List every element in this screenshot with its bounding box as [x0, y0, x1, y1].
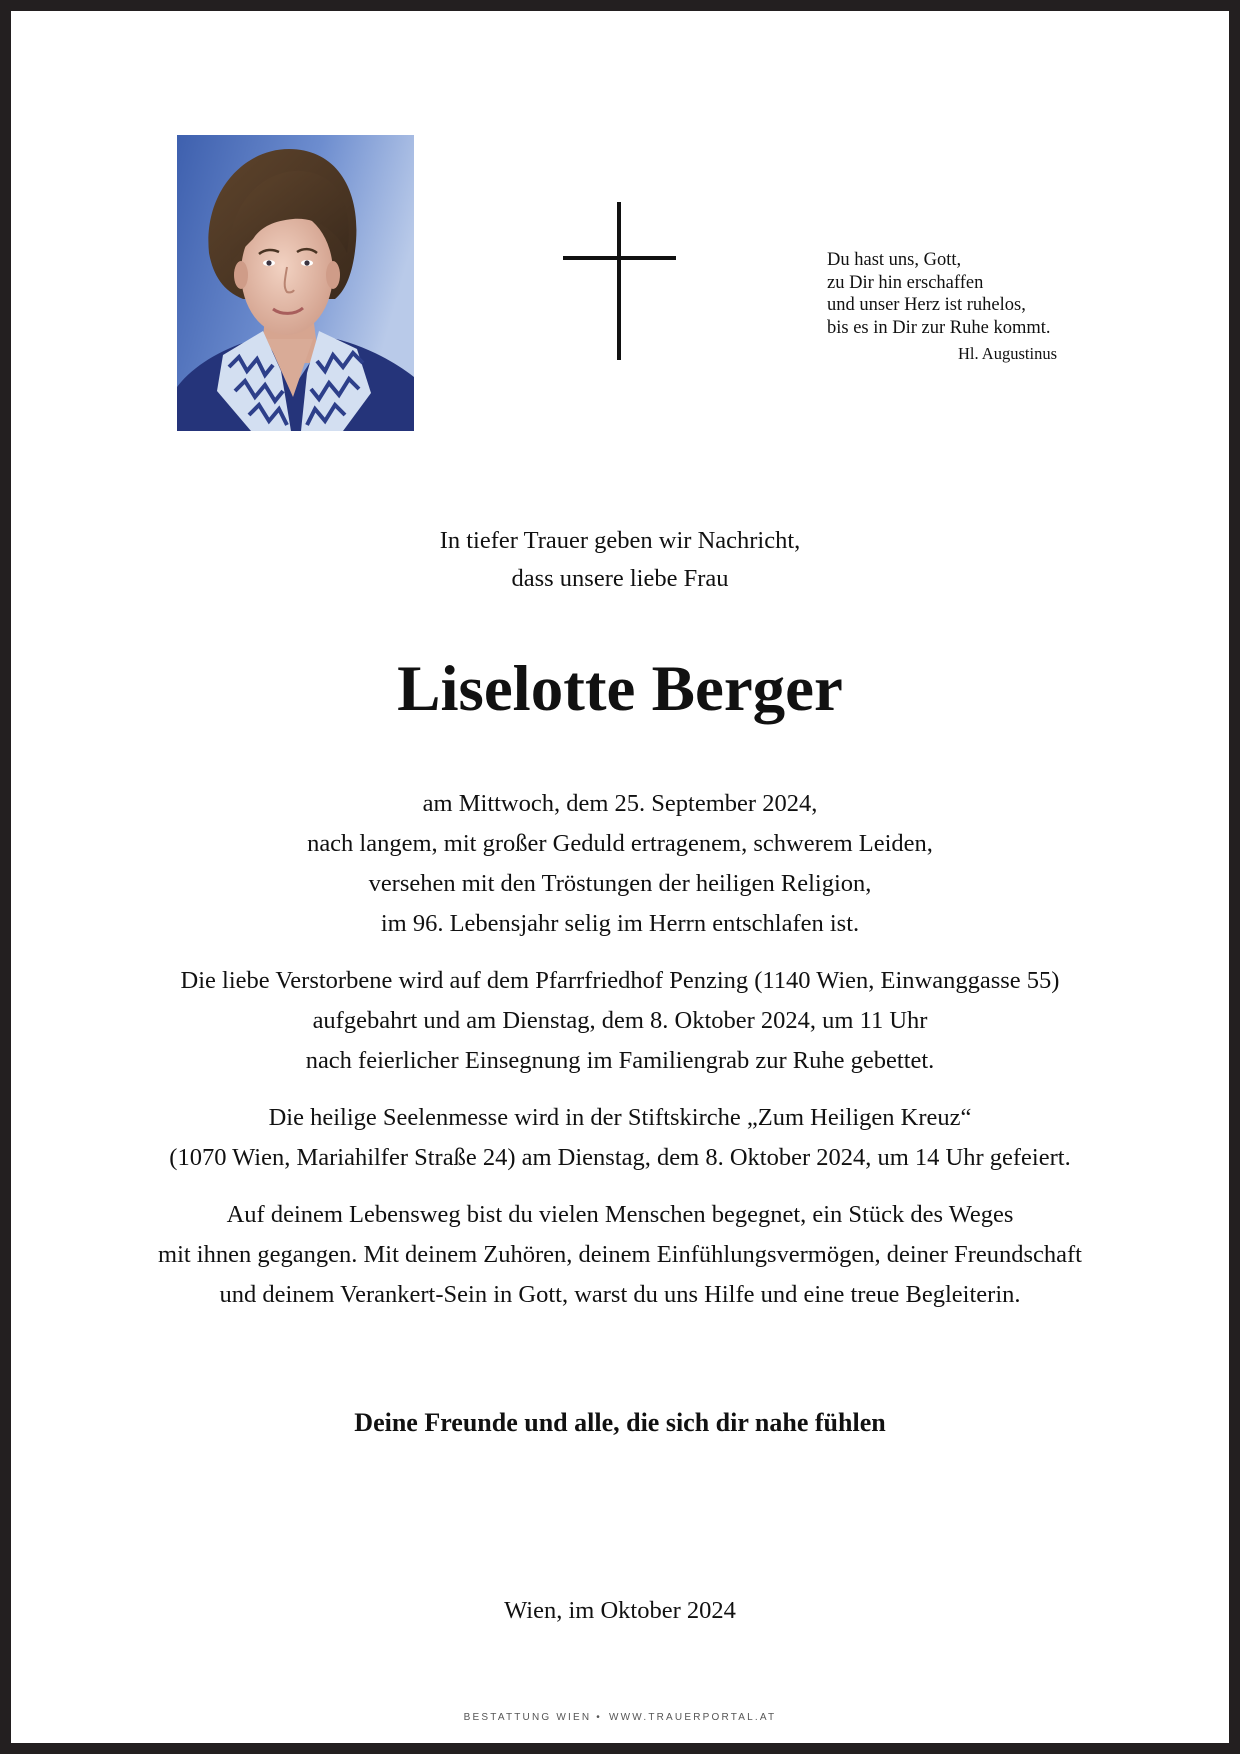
quote-line: zu Dir hin erschaffen	[827, 272, 984, 293]
paragraph-requiem-mass	[0, 1098, 1240, 1178]
paragraph-death-details	[0, 784, 1240, 944]
deceased-name: Liselotte Berger	[397, 653, 843, 725]
quote-line: Du hast uns, Gott,	[827, 250, 962, 270]
bible-quote	[827, 249, 1057, 366]
intro-line: dass unsere liebe Frau	[511, 565, 729, 592]
cross-vertical-bar	[617, 202, 621, 360]
paragraph-line: nach langem, mit großer Geduld ertragenem, schwerem Leiden,	[307, 830, 933, 857]
footer-publisher: BESTATTUNG WIEN	[463, 1712, 592, 1723]
quote-line: bis es in Dir zur Ruhe kommt.	[827, 318, 1051, 339]
paragraph-line: Die liebe Verstorbene wird auf dem Pfarrfriedhof Penzing (1140 Wien, Einwanggasse 55)	[180, 967, 1060, 994]
paragraph-line: Die heilige Seelenmesse wird in der Stiftskirche „Zum Heiligen Kreuz“	[268, 1104, 972, 1131]
paragraph-line: am Mittwoch, dem 25. September 2024,	[422, 790, 818, 817]
cross-horizontal-bar	[563, 256, 676, 260]
paragraph-burial	[0, 961, 1240, 1081]
mourners-signature: Deine Freunde und alle, die sich dir nahe fühlen	[354, 1408, 886, 1437]
paragraph-line: nach feierlicher Einsegnung im Familiengrab zur Ruhe gebettet.	[305, 1047, 935, 1074]
place-date: Wien, im Oktober 2024	[504, 1597, 736, 1624]
paragraph-line: im 96. Lebensjahr selig im Herrn entschlafen ist.	[380, 910, 860, 937]
paragraph-line: und deinem Verankert-Sein in Gott, warst du uns Hilfe und eine treue Begleiterin.	[219, 1281, 1021, 1308]
quote-line: und unser Herz ist ruhelos,	[827, 295, 1026, 316]
quote-author: Hl. Augustinus	[957, 343, 1057, 363]
footer	[0, 1711, 1240, 1725]
notice-intro	[0, 522, 1240, 598]
notice-body	[0, 784, 1240, 1332]
paragraph-line: aufgebahrt und am Dienstag, dem 8. Oktober 2024, um 11 Uhr	[312, 1007, 928, 1034]
paragraph-line: versehen mit den Tröstungen der heiligen Religion,	[368, 870, 872, 897]
paragraph-line: (1070 Wien, Mariahilfer Straße 24) am Dienstag, dem 8. Oktober 2024, um 14 Uhr gefeiert.	[169, 1144, 1071, 1171]
footer-website: WWW.TRAUERPORTAL.AT	[608, 1712, 777, 1723]
deceased-photo	[177, 135, 414, 431]
intro-line: In tiefer Trauer geben wir Nachricht,	[439, 527, 801, 554]
paragraph-line: mit ihnen gegangen. Mit deinem Zuhören, deinem Einfühlungsvermögen, deiner Freundschaft	[158, 1241, 1082, 1268]
paragraph-line: Auf deinem Lebensweg bist du vielen Menschen begegnet, ein Stück des Weges	[226, 1201, 1014, 1228]
footer-separator: •	[596, 1712, 602, 1723]
paragraph-tribute	[0, 1195, 1240, 1315]
